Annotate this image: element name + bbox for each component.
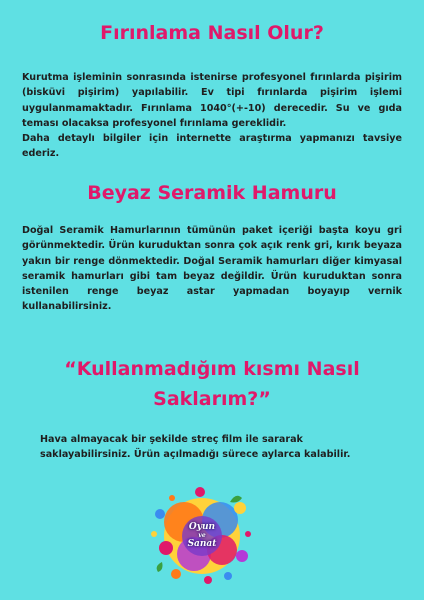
- saklama-title-line2: Saklarım?”: [153, 388, 271, 410]
- section-body-beyaz-seramik: Doğal Seramik Hamurlarının tümünün paket içeriği başta koyu gri görünmektedir. Ürün kuruduktan sonra çok açık renk gri, kırık beyaza yakın bir renge dönmektedir. Doğal Seramik hamurları diğer kimyasal seramik hamurları gibi tam beyaz değildir. Ürün kuruduktan sonra istenilen renge beyaz astar yapmadan boyayıp vernik kullanabilirsiniz.: [22, 225, 402, 313]
- logo-text-ve: ve: [198, 532, 206, 539]
- section-body-saklama: Hava almayacak bir şekilde streç film ile sararak saklayabilirsiniz. Ürün açılmadığı sürece aylarca kalabilir.: [40, 434, 351, 461]
- firinlama-text: Kurutma işleminin sonrasında istenirse profesyonel fırınlarda pişirim (bisküvi pişirim) yapılabilir. Ev tipi fırınlarda pişirim işlemi uygulanmamaktadır. Fırınlama 1040°(+-10) derecedir. Su ve gıda teması olacaksa profesyonel fırınlama gereklidir.: [22, 72, 402, 129]
- saklama-title-line1: “Kullanmadığım kısmı Nasıl: [64, 358, 360, 380]
- section-body-firinlama: [22, 70, 402, 162]
- oyun-ve-sanat-logo: [142, 478, 262, 593]
- section-title-firinlama: Fırınlama Nasıl Olur?: [100, 22, 324, 44]
- logo-text-oyun: Oyun: [188, 522, 216, 532]
- section-title-saklama: [0, 354, 424, 414]
- section-title-beyaz-seramik: Beyaz Seramik Hamuru: [87, 182, 337, 204]
- firinlama-advice-text: Daha detaylı bilgiler için internette araştırma yapmanızı tavsiye ederiz.: [22, 133, 402, 160]
- logo-text-sanat: Sanat: [187, 539, 217, 549]
